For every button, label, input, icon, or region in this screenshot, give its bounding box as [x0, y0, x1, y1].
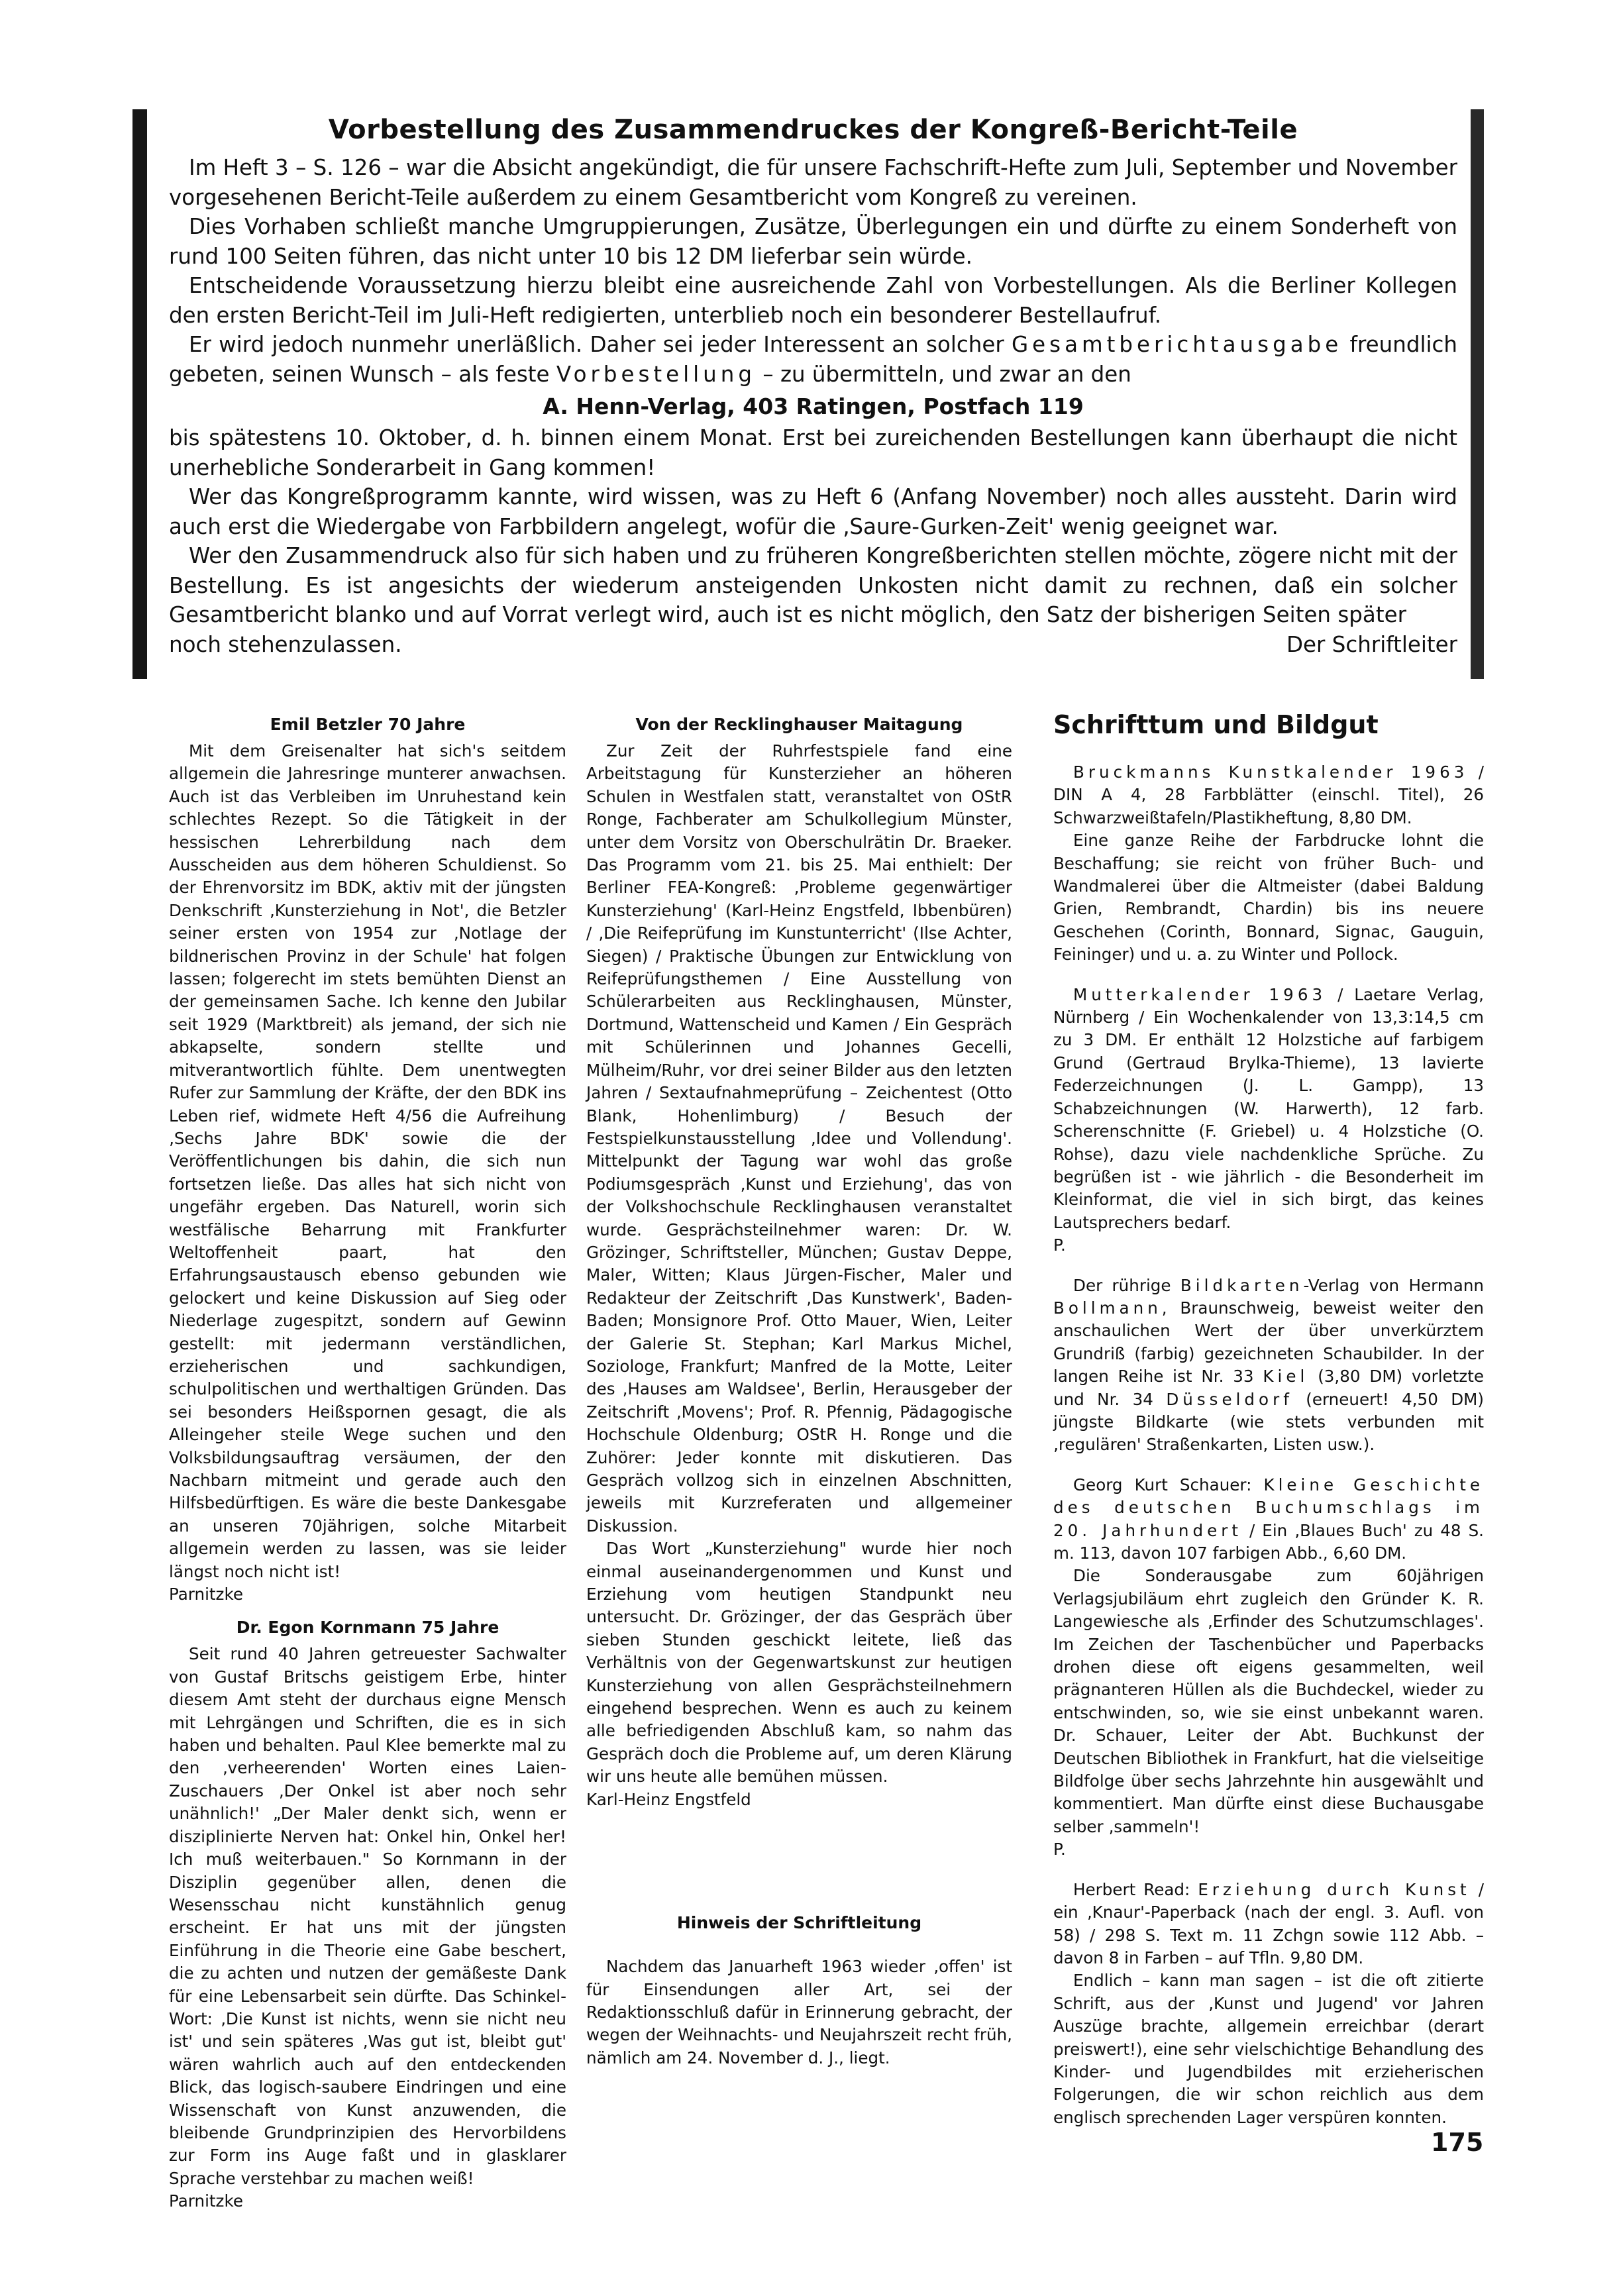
preorder-notice [132, 109, 1484, 679]
review-entry-header: Bruckmanns Kunstkalender 1963 / DIN A 4, 28 Farbblätter (einschl. Titel), 26 Schwarzweißtafeln/Plastikheftung, 8,80 DM. [1053, 762, 1484, 827]
article-text: Nachdem das Januarheft 1963 wieder ‚offen' ist für Einsendungen aller Art, sei der Redaktionsschluß dafür in Erinnerung gebracht, der wegen der Weihnachts- und Neujahrszeit recht früh, nämlich am 24. November d. J., liegt. [586, 1957, 1012, 2067]
article-text: Zur Zeit der Ruhrfestspiele fand eine Arbeitstagung für Kunsterzieher an höheren Schulen in Westfalen statt, veranstaltet von OStR Ronge, Fachberater am Schulkollegium Münster, unter dem Vorsitz von Oberschulrätin Dr. Braeker. Das Programm vom 21. bis 25. Mai enthielt: Der Berliner FEA-Kongreß: ‚Probleme gegenwärtiger Kunsterziehung' (Karl-Heinz Engstfeld, Ibbenbüren) / ‚Die Reifeprüfung im Kunstunterricht' (Ilse Achter, Siegen) / Praktische Übungen zur Entwicklung von Reifeprüfungsthemen / Eine Ausstellung von Schülerarbeiten aus Recklinghausen, Münster, Dortmund, Wattenscheid und Kamen / Ein Gespräch mit Schülerinnen und Johannes Gecelli, Mülheim/Ruhr, vor drei seiner Bilder aus den letzten Jahren / Sextaufnahmeprüfung – Zeichentest (Otto Blank, Hohenlimburg) / Besuch der Festspielkunstausstellung ‚Idee und Vollendung'. Mittelpunkt der Tagung war wohl das große Podiumsgespräch ‚Kunst und Erziehung', das von der Volkshochschule Recklinghausen veranstaltet wurde. Gesprächsteilnehmer waren: Dr. W. Grözinger, Schriftsteller, München; Gustav Deppe, Maler, Witten; Klaus Jürgen-Fischer, Maler und Redakteur der Zeitschrift ‚Das Kunstwerk', Baden-Baden; Monsignore Prof. Otto Mauer, Wien, Leiter der Galerie St. Stephan; Karl Markus Michel, Soziologe, Frankfurt; Manfred de la Motte, Leiter des ‚Hauses am Waldsee', Berlin, Herausgeber der Zeitschrift ‚Movens'; Prof. R. Pfennig, Pädagogische Hochschule Oldenburg; OStR H. Ronge und die Zuhörer: Jeder konnte mit diskutieren. Das Gespräch vollzog sich in einzelnen Abschnitten, jeweils mit Kurzreferaten und allgemeiner Diskussion. [586, 741, 1012, 1536]
notice-paragraph: Wer das Kongreßprogramm kannte, wird wissen, was zu Heft 6 (Anfang November) noch alles aussteht. Darin wird auch erst die Wiedergabe von Farbbildern angelegt, wofür die ‚Saure-Gurken-Zeit' wenig geeignet war. [169, 484, 1457, 539]
review-text: Endlich – kann man sagen – ist die oft zitierte Schrift, aus der ‚Kunst und Jugend' vor Jahren Auszüge brachte, allgemein erreichbar (derart preiswert!), eine sehr vielschichtige Behandlung des Kinder- und Jugendbildes mit erzieherischen Folgerungen, die wir schon reichlich aus dem englisch sprechenden Lager verspüren konnten. [1053, 1971, 1484, 2127]
page-number: 175 [1431, 2128, 1484, 2157]
article-heading: Emil Betzler 70 Jahre [270, 715, 466, 734]
review-entry-header: Mutterkalender 1963 / Laetare Verlag, Nürnberg / Ein Wochenkalender von 13,3:14,5 cm zu 3 DM. Er enthält 12 Holzstiche auf farbigem Grund (Gertraud Brylka-Thieme), 13 lavierte Federzeichnungen (J. L. Gampp), 13 Schabzeichnungen (W. Harwerth), 12 farb. Scherenschnitte (F. Griebel) u. 4 Holzstiche (O. Rohse), dazu viele nachdenkliche Sprüche. Zu begrüßen ist - wie jährlich - die Besonderheit im Kleinformat, die viel in sich birgt, das keines Lautsprechers bedarf. [1053, 984, 1484, 1232]
notice-paragraph: Entscheidende Voraussetzung hierzu bleibt eine ausreichende Zahl von Vorbestellungen. Als die Berliner Kollegen den ersten Bericht-Teil im Juli-Heft redigierten, unterblieb noch ein besonderer Bestellaufruf. [169, 273, 1457, 328]
notice-paragraph: Im Heft 3 – S. 126 – war die Absicht angekündigt, die für unsere Fachschrift-Hefte zum Juli, September und November vorgesehenen Bericht-Teile außerdem zu einem Gesamtbericht vom Kongreß zu vereinen. [169, 155, 1457, 210]
article-text: Mit dem Greisenalter hat sich's seitdem allgemein die Jahresringe munterer anwachsen. Auch ist das Verbleiben im Unruhestand kein schlechtes Rezept. So die Tätigkeit in der hessischen Lehrerbildung nach dem Ausscheiden aus dem höheren Schuldienst. So der Ehrenvorsitz im BDK, aktiv mit der jüngsten Denkschrift ‚Kunsterziehung in Not', die Betzler seiner ersten von 1954 zur ‚Notlage der bildnerischen Provinz in der Schule' hat folgen lassen; folgerecht im stets bemühten Dienst an der gemeinsamen Sache. Ich kenne den Jubilar seit 1929 (Marktbreit) als jemand, der sich nie abkapselte, sondern stellte und mitverantwortlich fühlte. Dem unentwegten Rufer zur Sammlung der Kräfte, der den BDK ins Leben rief, widmete Heft 4/56 die Aufreihung ‚Sechs Jahre BDK' sowie die der Veröffentlichungen bis dahin, die sich nun fortsetzen ließe. Das alles hat sich nicht von ungefähr ergeben. Das Naturell, worin sich westfälische Beharrung mit Frankfurter Weltoffenheit paart, hat den Erfahrungsaustausch ebenso gebunden wie gelockert und keine Diskussion auf Sieg oder Niederlage zugespitzt, sondern auf Gewinn gestellt: mit jedermann verständlichen, erzieherischen und sachkundigen, schulpolitischen und werthaltigen Gründen. Das sei besonders Heißspornen gesagt, die als Alleingeher steile Wege suchen und den Volksbildungsauftrag versäumen, der den Nachbarn mitmeint und gerade auch den Hilfsbedürftigen. Es wäre die beste Dankesgabe an unseren 70jährigen, solche Mitarbeit allgemein werden zu lassen, was sie leider längst noch nicht ist! [169, 741, 566, 1581]
notice-paragraph: Wer den Zusammendruck also für sich haben und zu früheren Kongreßberichten stellen möchte, zögere nicht mit der Bestellung. Es ist angesichts der wiederum ansteigenden Unkosten nicht damit zu rechnen, daß ein solcher Gesamtbericht blanko und auf Vorrat verlegt wird, auch ist es nicht möglich, den Satz der bisherigen Seiten später [169, 543, 1457, 627]
article-heading: Hinweis der Schriftleitung [676, 1913, 922, 1933]
article-heading: Dr. Egon Kornmann 75 Jahre [236, 1618, 499, 1638]
review-signature: P. [1053, 1840, 1066, 1859]
column-left [169, 712, 566, 2213]
notice-paragraph: Er wird jedoch nunmehr unerläßlich. Daher sei jeder Interessent an solcher Gesamtberichtausgabe freundlich gebeten, seinen Wunsch – als feste Vorbestellung – zu übermitteln, und zwar an den [169, 332, 1457, 387]
notice-closing-line: noch stehenzulassen. Der Schriftleiter [169, 630, 1457, 660]
review-text: Die Sonderausgabe zum 60jährigen Verlagsjubiläum ehrt zugleich den Gründer K. R. Langewiesche als ‚Erfinder des Schutzumschlages'. Im Zeichen der Taschenbücher und Paperbacks drohen diese oft eigens gesammelten, weil prägnanteren Hüllen als die Buchdeckel, wieder zu entschwinden, so, wie sie einst unbekannt waren. Dr. Schauer, Leiter der Abt. Buchkunst der Deutschen Bibliothek in Frankfurt, hat die vielseitige Bildfolge über sechs Jahrzehnte hin ausgewählt und kommentiert. Man dürfte einst diese Buchausgabe selber ‚sammeln'! [1053, 1566, 1484, 1836]
review-entry-header: Georg Kurt Schauer: Kleine Geschichte des deutschen Buchumschlags im 20. Jahrhundert / Ein ‚Blaues Buch' zu 48 S. m. 113, davon 107 farbigen Abb., 6,60 DM. [1053, 1475, 1484, 1563]
review-entry-header: Herbert Read: Erziehung durch Kunst / ein ‚Knaur'-Paperback (nach der engl. 3. Aufl. von 58) / 298 S. Text m. 11 Zchgn sowie 112 Abb. – davon 8 in Farben – auf Tfln. 9,80 DM. [1053, 1879, 1484, 1967]
notice-title: Vorbestellung des Zusammendruckes der Kongreß-Bericht-Teile [328, 115, 1298, 145]
article-signature: Karl-Heinz Engstfeld [586, 1789, 751, 1809]
article-text: Das Wort „Kunsterziehung" wurde hier noch einmal auseinandergenommen und Kunst und Erziehung vom heutigen Standpunkt neu untersucht. Dr. Grözinger, der das Gespräch über sieben Stunden geschickt leitete, ließ das Verhältnis von der Gegenwartskunst zur heutigen Kunsterziehung von allen Gesprächsteilnehmern eingehend besprechen. Wenn es auch zu keinem alle befriedigenden Abschluß kam, so nahm das Gespräch doch die Probleme auf, um deren Klärung wir uns heute alle bemühen müssen. [586, 1539, 1012, 1787]
column-middle [586, 712, 1012, 2069]
article-signature: Parnitzke [169, 2191, 243, 2211]
notice-paragraph: bis spätestens 10. Oktober, d. h. binnen einem Monat. Erst bei zureichenden Bestellungen kann überhaupt die nicht unerhebliche Sonderarbeit in Gang kommen! [169, 425, 1457, 480]
notice-right-rule [1471, 109, 1484, 679]
review-signature: P. [1053, 1235, 1066, 1255]
article-signature: Parnitzke [169, 1585, 243, 1604]
review-entry: Der rührige Bildkarten-Verlag von Hermann Bollmann, Braunschweig, beweist weiter den anschaulichen Wert der über unverkürztem Grundriß (farbig) gezeichneten Schaubilder. In der langen Reihe ist Nr. 33 Kiel (3,80 DM) vorletzte und Nr. 34 Düsseldorf (erneuert! 4,50 DM) jüngste Bildkarte (wie stets verbunden mit ‚regulären' Straßenkarten, Listen usw.). [1053, 1275, 1484, 1455]
section-title: Schrifttum und Bildgut [1053, 710, 1379, 739]
article-heading: Von der Recklinghauser Maitagung [635, 715, 963, 734]
publisher-address: A. Henn-Verlag, 403 Ratingen, Postfach 119 [543, 393, 1084, 419]
article-text: Seit rund 40 Jahren getreuester Sachwalter von Gustaf Britschs geistigem Erbe, hinter diesem Amt steht der durchaus eigne Mensch mit Lehrgängen und Schriften, die es in sich haben und behalten. Paul Klee bemerkte mal zu den ‚verheerenden' Worten eines Laien-Zuschauers ‚Der Onkel ist aber noch sehr unähnlich!' „Der Maler denkt sich, wenn er disziplinierte Nerven hat: Onkel hin, Onkel her! Ich muß weiterbauen." So Kornmann in der Disziplin gegenüber allen, denen die Wesensschau nicht kunstähnlich genug erscheint. Er hat uns mit der jüngsten Einführung in die Theorie eine Gabe beschert, die zu achten und nutzen der gemäßeste Dank für eine Lebensarbeit sein dürfte. Das Schinkel-Wort: ‚Die Kunst ist nichts, wenn sie nicht neu ist' und sein späteres ‚Was gut ist, bleibt gut' wären wahrlich auch auf den entdeckenden Blick, das logisch-saubere Eindringen und eine Wissenschaft von Kunst anzuwenden, die bleibende Grundprinzipien des Hervorbildens zur Form ins Auge faßt und in glasklarer Sprache verstehbar zu machen weiß! [169, 1644, 566, 2188]
notice-paragraph: Dies Vorhaben schließt manche Umgruppierungen, Zusätze, Überlegungen ein und dürfte zu einem Sonderheft von rund 100 Seiten führen, das nicht unter 10 bis 12 DM lieferbar sein würde. [169, 214, 1457, 269]
notice-signature: Der Schriftleiter [1286, 631, 1457, 657]
column-right [1053, 712, 1484, 2129]
review-text: Eine ganze Reihe der Farbdrucke lohnt die Beschaffung; sie reicht von früher Buch- und Wandmalerei über die Altmeister (dabei Baldung Grien, Rembrandt, Chardin) bis ins neuere Geschehen (Corinth, Bonnard, Signac, Gauguin, Feininger) und u. a. zu Winter und Pollock. [1053, 831, 1484, 965]
notice-left-rule [132, 109, 147, 679]
